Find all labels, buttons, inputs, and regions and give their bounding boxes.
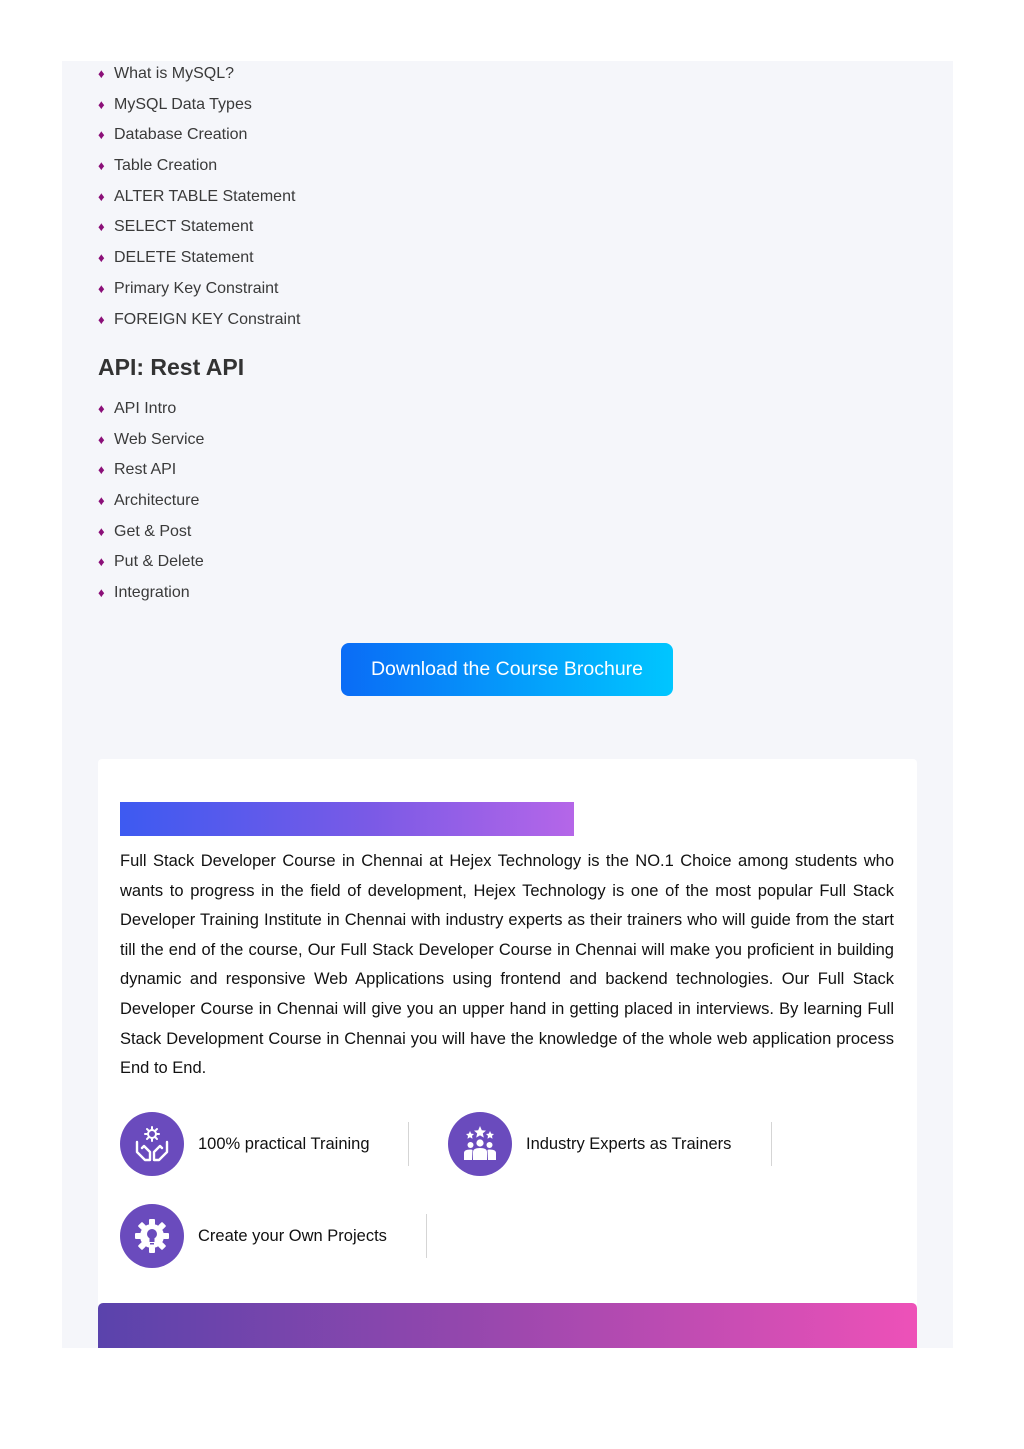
feature-item <box>120 1112 370 1176</box>
list-item <box>98 547 204 578</box>
list-item <box>98 243 300 274</box>
list-item <box>98 455 204 486</box>
list-item <box>98 120 300 151</box>
download-brochure-button[interactable]: Download the Course Brochure <box>341 643 673 696</box>
diamond-bullet-icon: ♦ <box>98 96 105 112</box>
feature-divider <box>426 1214 427 1258</box>
feature-label: Industry Experts as Trainers <box>526 1134 732 1153</box>
diamond-bullet-icon: ♦ <box>98 188 105 204</box>
topic-label: FOREIGN KEY Constraint <box>114 310 301 328</box>
diamond-bullet-icon: ♦ <box>98 431 105 447</box>
topic-label: Table Creation <box>114 157 218 175</box>
topic-label: MySQL Data Types <box>114 95 252 113</box>
course-description: Full Stack Developer Course in Chennai at Hejex Technology is the NO.1 Choice among students who wants to progress in the field of development, Hejex Technology is one of the most popular Full Stack Developer Training Institute in Chennai with industry experts as their trainers who will guide from the start till the end of the course, Our Full Stack Developer Course in Chennai will make you proficient in building dynamic and responsive Web Applications using frontend and backend technologies. Our Full Stack Developer Course in Chennai will give you an upper hand in getting placed in interviews. By learning Full Stack Development Course in Chennai you will have the knowledge of the whole web application process End to End. <box>120 852 894 1078</box>
topic-label: Put & Delete <box>114 553 204 571</box>
list-item <box>98 517 204 548</box>
list-item <box>98 90 300 121</box>
topic-label: Get & Post <box>114 522 192 540</box>
bottom-gradient-banner <box>98 1303 917 1348</box>
course-content-panel <box>62 61 953 1348</box>
topic-label: DELETE Statement <box>114 249 254 267</box>
gear-bulb-icon <box>120 1204 184 1268</box>
topic-label: SELECT Statement <box>114 218 254 236</box>
feature-label: 100% practical Training <box>198 1134 370 1153</box>
diamond-bullet-icon: ♦ <box>98 493 105 509</box>
topic-label: Web Service <box>114 430 205 448</box>
team-stars-icon <box>448 1112 512 1176</box>
hands-gear-icon <box>120 1112 184 1176</box>
feature-item <box>448 1112 731 1176</box>
diamond-bullet-icon: ♦ <box>98 523 105 539</box>
diamond-bullet-icon: ♦ <box>98 250 105 266</box>
diamond-bullet-icon: ♦ <box>98 280 105 296</box>
feature-divider <box>408 1122 409 1166</box>
topic-label: What is MySQL? <box>114 65 235 82</box>
diamond-bullet-icon: ♦ <box>98 462 105 478</box>
topic-label: Database Creation <box>114 126 248 144</box>
diamond-bullet-icon: ♦ <box>98 127 105 143</box>
list-item <box>98 151 300 182</box>
topic-label: Rest API <box>114 461 177 479</box>
list-item <box>98 61 300 90</box>
topic-label: ALTER TABLE Statement <box>114 187 296 205</box>
diamond-bullet-icon: ♦ <box>98 585 105 601</box>
diamond-bullet-icon: ♦ <box>98 401 105 416</box>
feature-label: Create your Own Projects <box>198 1226 387 1245</box>
about-course-card <box>98 759 917 1319</box>
topic-label: Primary Key Constraint <box>114 279 279 297</box>
diamond-bullet-icon: ♦ <box>98 66 105 81</box>
diamond-bullet-icon: ♦ <box>98 311 105 327</box>
api-section-heading: API: Rest API <box>98 354 245 380</box>
diamond-bullet-icon: ♦ <box>98 554 105 570</box>
api-topic-list <box>98 394 204 609</box>
feature-divider <box>771 1122 772 1166</box>
list-item <box>98 274 300 305</box>
feature-item <box>120 1204 387 1268</box>
list-item <box>98 578 204 609</box>
topic-label: Integration <box>114 584 190 602</box>
topic-label: API Intro <box>114 400 177 417</box>
section-heading-bar <box>120 802 574 836</box>
diamond-bullet-icon: ♦ <box>98 219 105 235</box>
list-item <box>98 212 300 243</box>
list-item <box>98 394 204 425</box>
list-item <box>98 425 204 456</box>
list-item <box>98 486 204 517</box>
list-item <box>98 182 300 213</box>
mysql-topic-list <box>98 61 300 335</box>
topic-label: Architecture <box>114 492 200 510</box>
list-item <box>98 305 300 336</box>
diamond-bullet-icon: ♦ <box>98 158 105 174</box>
